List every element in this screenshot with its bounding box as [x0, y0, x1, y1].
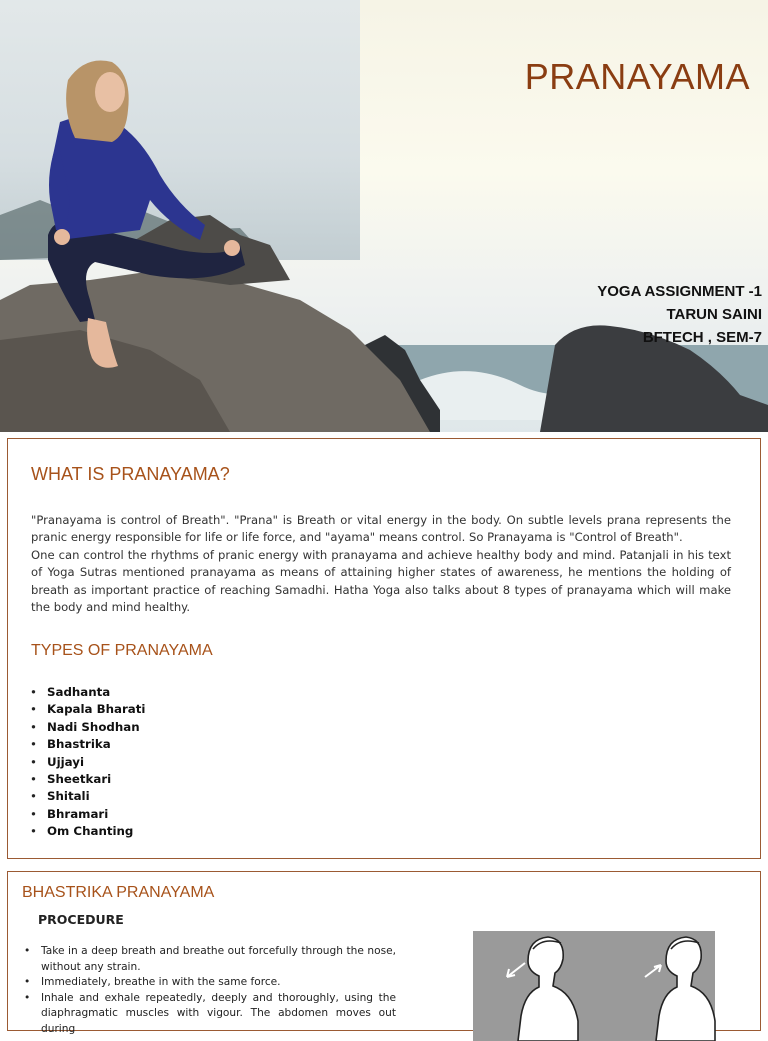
- list-item: • Nadi Shodhan: [30, 719, 145, 736]
- types-list: [30, 684, 145, 841]
- section-title: WHAT IS PRANAYAMA?: [31, 464, 230, 484]
- list-item: • Inhale and exhale repeatedly, deeply and thoroughly, using the diaphragmatic muscles with vigour. The abdomen moves out during: [24, 991, 396, 1038]
- description-paragraph: One can control the rhythms of pranic energy with pranayama and achieve healthy body and mind. Patanjali in his text of Yoga Sutras mentioned pranayama as means of attaining higher states of awareness, he mentions the holding of breath as important practice of reaching Samadhi. Hatha Yoga also talks about 8 types of pranayama which will make the body and mind healthy.: [31, 547, 731, 615]
- assignment-label: YOGA ASSIGNMENT -1: [597, 283, 762, 300]
- bhastrika-slide: [7, 871, 761, 1035]
- cover-slide: [0, 0, 768, 432]
- list-item: • Ujjayi: [30, 754, 145, 771]
- list-item: • Om Chanting: [30, 823, 145, 840]
- woman-face: [95, 72, 125, 112]
- list-item: • Immediately, breathe in with the same force.: [24, 975, 396, 991]
- woman-hand-right: [224, 240, 240, 256]
- list-item: • Sadhanta: [30, 684, 145, 701]
- list-item: • Bhramari: [30, 806, 145, 823]
- author-name: TARUN SAINI: [666, 306, 762, 323]
- types-title: TYPES OF PRANAYAMA: [31, 642, 213, 659]
- section-title: BHASTRIKA PRANAYAMA: [22, 884, 215, 901]
- list-item: • Bhastrika: [30, 736, 145, 753]
- procedure-steps: [24, 944, 396, 1037]
- list-item: • Take in a deep breath and breathe out forcefully through the nose, without any strain.: [24, 944, 396, 975]
- list-item: • Shitali: [30, 788, 145, 805]
- description-paragraph: "Pranayama is control of Breath". "Prana" is Breath or vital energy in the body. On subtle levels prana represents the pranic energy responsible for life or life force, and "ayama" means control. So Pranayama is "Control of Breath".: [31, 513, 731, 545]
- list-item: • Sheetkari: [30, 771, 145, 788]
- cover-meta: [597, 280, 762, 349]
- breathing-illustration: [473, 931, 715, 1041]
- description-text: [31, 512, 731, 616]
- woman-hand-left: [54, 229, 70, 245]
- cover-title: PRANAYAMA: [524, 56, 750, 97]
- procedure-heading: PROCEDURE: [38, 912, 124, 927]
- what-is-pranayama-slide: [7, 438, 761, 859]
- course-info: BFTECH , SEM-7: [642, 329, 762, 346]
- list-item: • Kapala Bharati: [30, 701, 145, 718]
